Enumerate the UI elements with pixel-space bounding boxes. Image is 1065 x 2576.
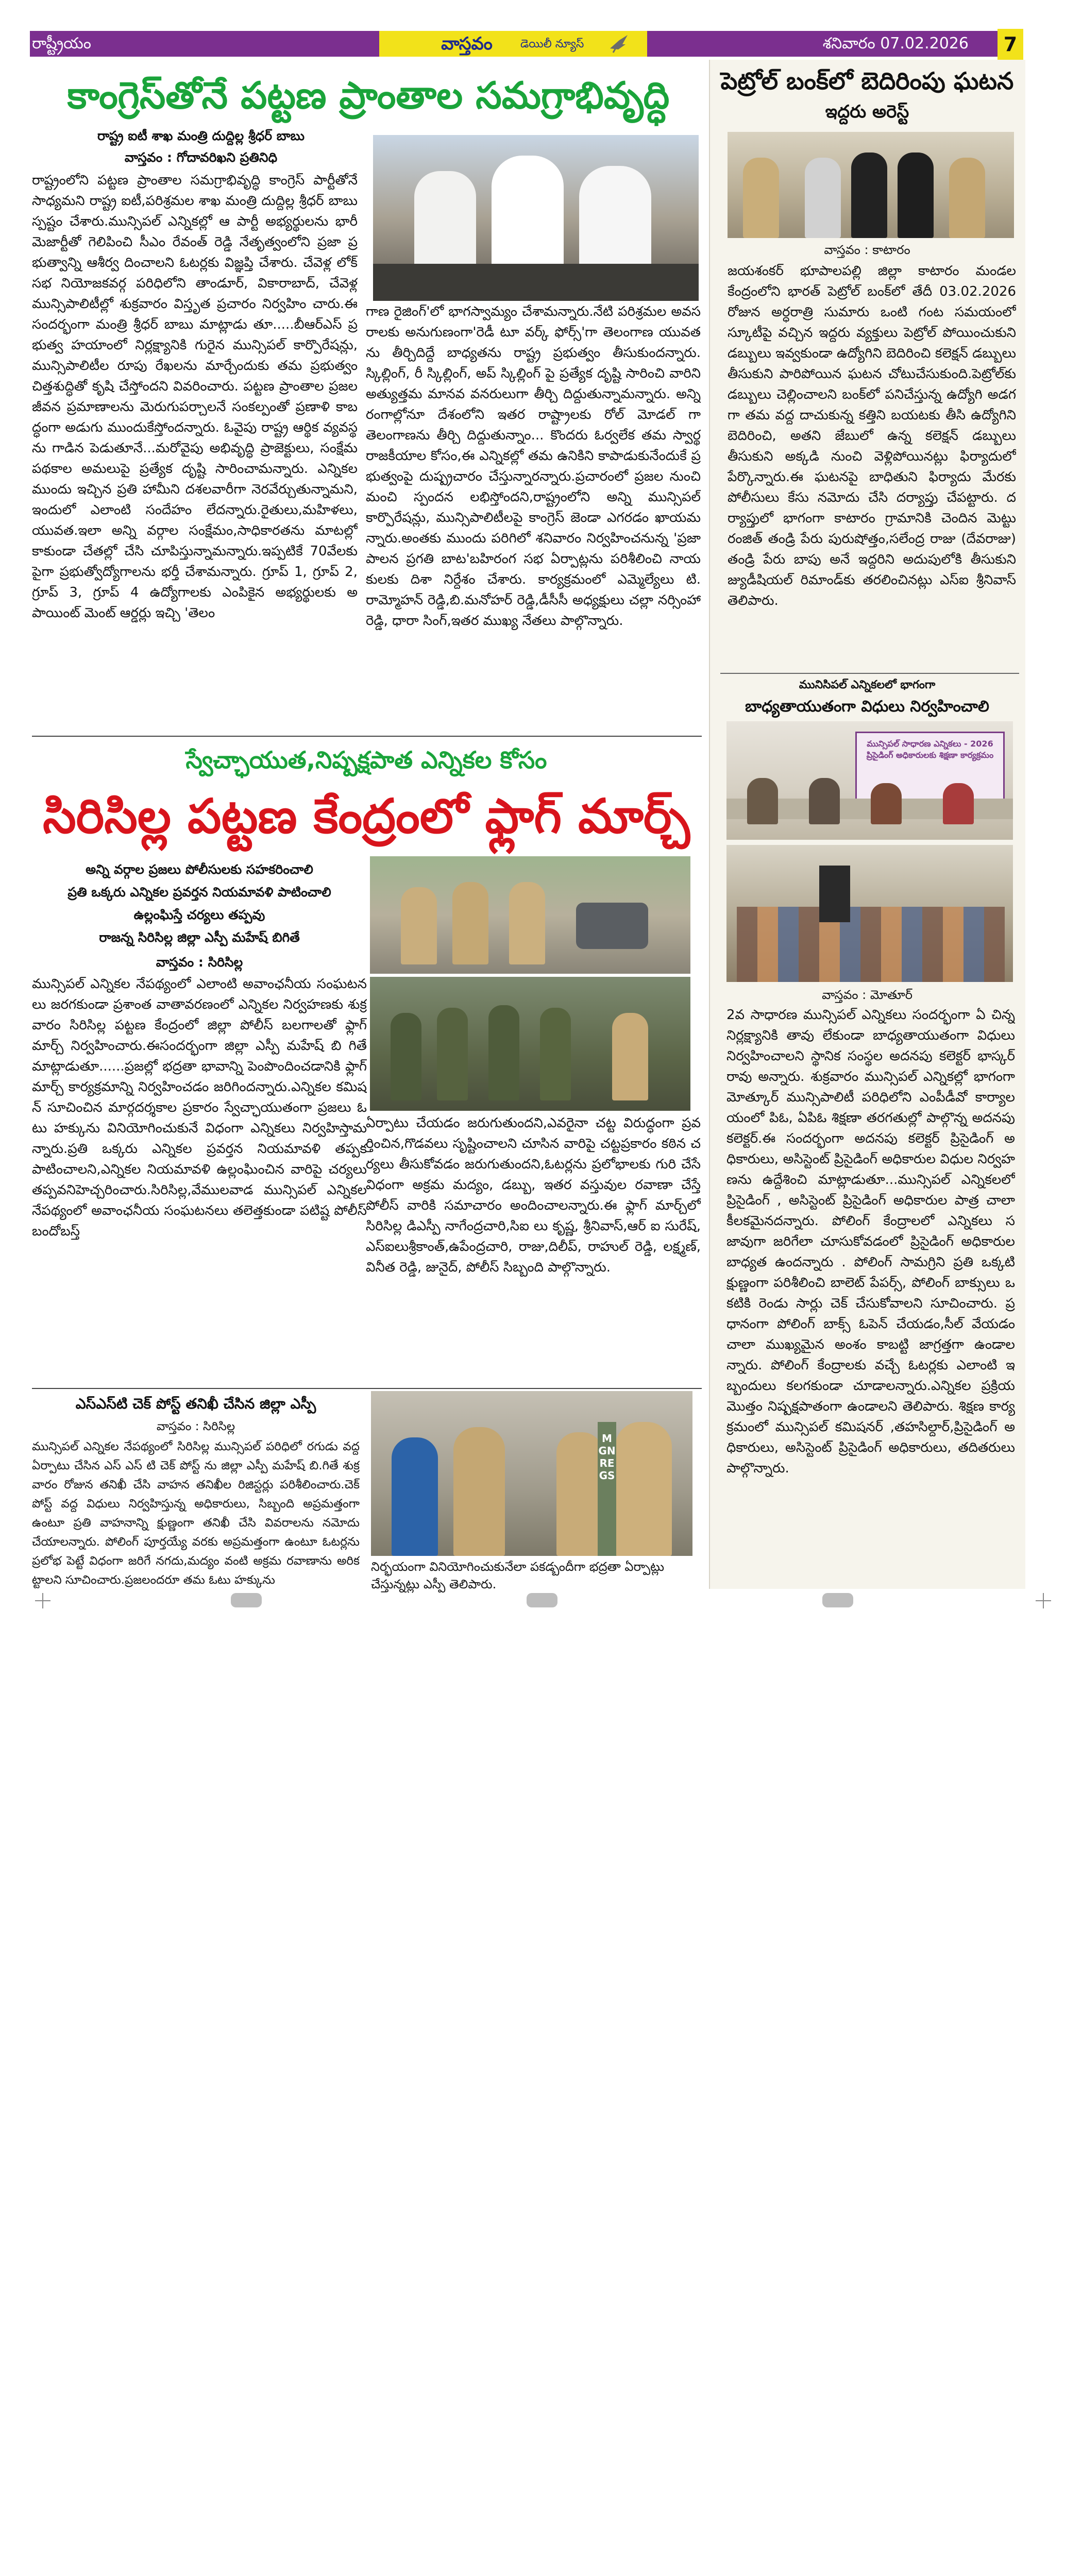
color-bar-3 xyxy=(665,1594,757,1607)
article2-col1: మున్సిపల్ ఎన్నికల నేపథ్యంలో ఎలాంటి అవాంఛనీయ సంఘటనలు జరగకుండా ప్రశాంత వాతావరణంలో ఎన్నికల నిర్వహణకు శుక్రవారం సిరిసిల్ల పట్టణ కేంద్రంలో జిల్లా పోలీస్ బలగాలతో ఫ్లాగ్ మార్చ్ నిర్వహించారు.ఈసందర్భంగా జిల్లా ఎస్పీ మహేష్ బి గితే మాట్లాడుతూ......ప్రజల్లో భద్రతా భావాన్ని పెంపొందించడానికి ఫ్లాగ్ మార్చ్ కార్యక్రమాన్ని నిర్వహించడం జరిగిందన్నారు.ఎన్నికల కమిషన్ సూచించిన మార్గదర్శకాల ప్రకారం స్వేచ్ఛాయుతంగా ప్రజలు ఓటు హక్కును వినియోగించుకునే విధంగా ఎన్నికలు నిర్వహిస్తామన్నారు.ప్రతి ఒక్కరు ఎన్నికల ప్రవర్తన నియమావళి తప్పక పాటించాలని,ఎన్నికల నియమావళి ఉల్లంఘించిన వారిపై చర్యలు తప్పవనిహెచ్చరించారు.సిరిసిల్ల,వేములవాడ మున్సిపల్ ఎన్నికల నేపథ్యంలో అవాంఛనీయ సంఘటనలు తలెత్తకుండా పటిష్ట పోలీస్ బందోబస్త్ xyxy=(32,976,367,1239)
page-number: 7 xyxy=(1003,33,1018,56)
registration-mark-left xyxy=(35,1593,50,1608)
article4-headline: పెట్రోల్ బంక్‌లో బెదిరింపు ఘటన xyxy=(720,67,1014,95)
issue-date: శనివారం 07.02.2026 xyxy=(822,35,969,53)
article1-photo xyxy=(373,135,699,301)
article5-kicker: మునిసిపల్ ఎన్నికలలో భాగంగా xyxy=(799,679,936,691)
article1-col1: రాష్ట్రంలోని పట్టణ ప్రాంతాల సమగ్రాభివృద్ధి కాంగ్రెస్ పార్టీతోనే సాధ్యమని రాష్ట్ర ఐటీ,పరిశ్రమల శాఖ మంత్రి దుద్దిల్ల శ్రీధర్ బాబు స్పష్టం చేశారు.మున్సిపల్ ఎన్నికల్లో ఆ పార్టీ అభ్యర్థులను భారీ మెజార్టీతో గెలిపించి సీఎం రేవంత్ రెడ్డి నేతృత్వంలోని ప్రజా ప్రభుత్వాన్ని ఆశీర్వ దించాలని ఓటర్లకు విజ్ఞప్తి చేశారు. చేవెళ్ల లోక్ సభ నియోజకవర్గ పరిధిలోని తాండూర్, వికారాబాద్, చేవెళ్ల మున్సిపాలిటీల్లో శుక్రవారం విస్తృత ప్రచారం నిర్వహిం చారు.ఈ సందర్భంగా మంత్రి శ్రీధర్ బాబు మాట్లాడు తూ.....బీఆర్ఎస్ ప్రభుత్వ హయాంలో నిర్లక్ష్యానికి గురైన మున్సిపల్ కార్పొరేషన్లు, మున్సిపాలిటీల రూపు రేఖలను మార్చేందుకు తమ ప్రభుత్వం చిత్తశుద్ధితో కృషి చేస్తోందని వివరించారు. పట్టణ ప్రాంతాల ప్రజల జీవన ప్రమాణాలను మెరుగుపర్చాలనే సంకల్పంతో ప్రణాళి కాబద్ధంగా అడుగు ముందుకేస్తోందన్నారు. ఓవైపు రాష్ట్ర ఆర్థిక వ్యవస్థను గాడిన పెడుతూనే...మరోవైపు అభివృద్ధి ప్రాజెక్టులు, సంక్షేమ పథకాల అమలుపై ప్రత్యేక దృష్టి సారించామన్నారు. ఎన్నికల ముందు ఇచ్చిన ప్రతి హామీని దశలవారీగా నెరవేర్చుతున్నామని,ఇందులో ఎలాంటి సందేహం లేదన్నారు.రైతులు,మహిళలు,యువత.ఇలా అన్ని వర్గాల సంక్షేమం,సాధికారతను మాటల్లో కాకుండా చేతల్లో చేసి చూపిస్తున్నామన్నారు.ఇప్పటికే 70వేలకు పైగా ప్రభుత్వోద్యోగాలను భర్తీ చేశామన్నారు. గ్రూప్ 1, గ్రూప్ 2, గ్రూప్ 3, గ్రూప్ 4 ఉద్యోగాలకు ఎంపికైన అభ్యర్థులకు అపాయింట్ మెంట్ ఆర్డర్లు ఇచ్చి 'తెలం xyxy=(32,173,358,621)
color-gray-blob-1 xyxy=(231,1593,262,1607)
article3-caption: నిర్భయంగా వినియోగించుకునేలా పకడ్బందీగా భద్రతా ఏర్పాట్లు చేస్తున్నట్లు ఎస్పీ తెలిపారు. xyxy=(371,1560,665,1591)
article2-sub4: రాజన్న సిరిసిల్ల జిల్లా ఎస్పీ మహేష్ బిగితే xyxy=(99,930,300,945)
article1-headline: కాంగ్రెస్‌తోనే పట్టణ ప్రాంతాల సమగ్రాభివృద్ధి xyxy=(67,74,670,117)
color-gray-blob-3 xyxy=(822,1593,853,1607)
article2-sub1: అన్ని వర్గాల ప్రజలు పోలీసులకు సహకరించాలి xyxy=(86,862,313,877)
color-bar-2 xyxy=(353,1594,446,1607)
article4-body: జయశంకర్ భూపాలపల్లి జిల్లా కాటారం మండల కేంద్రంలోని భారత్ పెట్రోల్ బంక్‌లో తేదీ 03.02.2026 రోజున అర్ధరాత్రి సుమారు ఒంటి గంట సమయంలో స్కూటీపై వచ్చిన ఇద్దరు వ్యక్తులు పెట్రోల్ పోయించుకుని డబ్బులు ఇవ్వకుండా ఉద్యోగిని బెదిరించి కలెక్షన్ డబ్బులు తీసుకుని పారిపోయిన ఘటన చోటుచేసుకుంది.పెట్రోల్‌కు డబ్బులు చెల్లించాలని బంక్‌లో పనిచేస్తున్న ఉద్యోగి అడగగా తమ వద్ద దాచుకున్న కత్తిని బయటకు తీసి ఉద్యోగిని బెదిరించి, అతని జేబులో ఉన్న కలెక్షన్ డబ్బులు తీసుకుని అక్కడి నుంచి వెళ్లిపోయినట్లు ఫిర్యాదులో పేర్కొన్నారు.ఈ ఘటనపై బాధితుని ఫిర్యాదు మేరకు పోలీసులు కేసు నమోదు చేసి దర్యాప్తు చేపట్టారు. దర్యాప్తులో భాగంగా కాటారం గ్రామానికి చెందిన మెట్టు రంజిత్ తండ్రి పేరు పురుషోత్తం,సలేంద్ర రాజు (దేవరాజు) తండ్రి పేరు బాపు అనే ఇద్దరిని అదుపులోకి తీసుకుని జ్యుడీషియల్ రిమాండ్‌కు తరలించినట్లు ఎస్ఐ శ్రీనివాస్ తెలిపారు. xyxy=(728,263,1016,608)
article3-dateline: వాస్తవం : సిరిసిల్ల xyxy=(156,1420,235,1433)
article2-col2: ఏర్పాటు చేయడం జరుగుతుందని,ఎవరైనా చట్ట విరుద్ధంగా ప్రవర్తించిన,గొడవలు సృష్టించాలని చూసిన వారిపై చట్టప్రకారం కఠిన చర్యలు తీసుకోవడం జరుగుతుందని,ఓటర్లను ప్రలోభాలకు గురి చేసే విధంగా అక్రమ మద్యం, డబ్బు, ఇతర వస్తువుల రవాణా చేస్తే పోలీస్ వారికి సమాచారం అందించాలన్నారు.ఈ ఫ్లాగ్ మార్చ్‌లో సిరిసిల్ల డిఎస్పీ నాగేంద్రచారి,సిఐ లు కృష్ణ, శ్రీనివాస్,ఆర్ ఐ సురేష్,ఎస్ఐలుశ్రీకాంత్,ఉపేంద్రచారి, రాజు,దిలీప్, రాహుల్ రెడ్డి, లక్ష్మణ్, వినీత రెడ్డి, జునైద్, పోలీస్ సిబ్బంది పాల్గొన్నారు. xyxy=(366,1115,701,1275)
training-banner: మున్సిపల్ సాధారణ ఎన్నికలు - 2026 ప్రిసైడింగ్ అధికారులకు శిక్షణా కార్యక్రమం xyxy=(855,732,1005,804)
article2-dateline: వాస్తవం : సిరిసిల్ల xyxy=(156,955,243,970)
article3-photo xyxy=(371,1391,692,1556)
divider-2 xyxy=(32,1388,702,1389)
article5-headline: బాధ్యతాయుతంగా విధులు నిర్వహించాలి xyxy=(745,698,989,716)
article2-sub3: ఉల్లంఘిస్తే చర్యలు తప్పవు xyxy=(133,907,265,922)
masthead-sub: డెయిలీ న్యూస్ xyxy=(520,38,584,50)
registration-mark-right xyxy=(1036,1593,1051,1608)
article2-headline: సిరిసిల్ల పట్టణ కేంద్రంలో ఫ్లాగ్ మార్చ్ xyxy=(43,789,690,844)
masthead-title: వాస్తవం xyxy=(441,33,493,54)
article5-body: 2వ సాధారణ మున్సిపల్ ఎన్నికలు సందర్భంగా ఏ చిన్న నిర్లక్ష్యానికి తావు లేకుండా బాధ్యతాయుతంగా విధులు నిర్వహించాలని స్థానిక సంస్థల అదనపు కలెక్టర్ భాస్కర్ రావు అన్నారు. శుక్రవారం మున్సిపల్ ఎన్నికల్లో భాగంగా మోత్కూర్ మున్సిపాలిటీ పరిధిలోని ఎంపీడీవో కార్యాలయంలో పిఓ, ఏపిఓ శిక్షణా తరగతుల్లో పాల్గొన్న అదనపు కలెక్టర్.ఈ సందర్భంగా అదనపు కలెక్టర్ ప్రిసైడింగ్ అధికారులు, అసిస్టెంట్ ప్రిసైడింగ్ అధికారుల విధుల నిర్వహణను ఉద్దేశించి మాట్లాడుతూ...మున్సిపల్ ఎన్నికలలో ప్రిసైడింగ్ , అసిస్టెంట్ ప్రిసైడింగ్ అధికారుల పాత్ర చాలా కీలకమైనదన్నారు. పోలింగ్ కేంద్రాలలో ఎన్నికలు సజావుగా జరిగేలా చూసుకోవడంలో ప్రిసైడింగ్ అధికారుల బాధ్యత ఉందన్నారు . పోలింగ్ సామగ్రిని ప్రతి ఒక్కటి క్షుణ్ణంగా పరిశీలించి బాలెట్ పేపర్స్, పోలింగ్ బాక్సులు ఒకటికి రెండు సార్లు చెక్ చేసుకోవాలని సూచించారు. ప్రధానంగా పోలింగ్ బాక్స్ ఓపెన్ చేయడం,సీల్ వేయడం చాలా ముఖ్యమైన అంశం కాబట్టి జాగ్రత్తగా ఉండాలన్నారు. పోలింగ్ కేంద్రాలకు వచ్చే ఓటర్లకు ఎలాంటి ఇబ్బందులు కలగకుండా చూడాలన్నారు.ఎన్నికల ప్రక్రియ మొత్తం నిష్పక్షపాతంగా ఉండాలని తెలిపారు. శిక్షణ కార్యక్రమంలో మున్సిపల్ కమిషనర్ ,తహసిల్దార్,ప్రిసైడింగ్ అధికారులు, అసిస్టెంట్ ప్రిసైడింగ్ అధికారులు, తదితరులు పాల్గొన్నారు. xyxy=(726,1007,1015,1476)
article1-byline: రాష్ట్ర ఐటీ శాఖ మంత్రి దుద్దిల్ల శ్రీధర్ బాబు xyxy=(97,128,305,143)
article2-sub2: ప్రతి ఒక్కరు ఎన్నికల ప్రవర్తన నియమావళి పాటించాలి xyxy=(67,885,331,900)
color-gray-blob-2 xyxy=(527,1593,557,1607)
masthead-bird-icon xyxy=(608,33,630,55)
article4-subhead: ఇద్దరు అరెస్ట్ xyxy=(825,101,909,122)
article1-dateline: వాస్తవం : గోదావరిఖని ప్రతినిధి xyxy=(124,150,278,165)
sidebar-divider xyxy=(720,673,1019,674)
article5-photo-top xyxy=(726,721,1013,840)
divider-1 xyxy=(32,736,702,737)
article5-photo-bottom xyxy=(726,845,1013,982)
article4-dateline: వాస్తవం : కాటారం xyxy=(824,243,910,257)
article5-dateline: వాస్తవం : మోతూర్ xyxy=(822,988,912,1002)
article3-body: మున్సిపల్ ఎన్నికల నేపథ్యంలో సిరిసిల్ల మున్సిపల్ పరిధిలో రగుడు వద్ద ఏర్పాటు చేసిన ఎస్ ఎస్ టి చెక్ పోస్ట్ ను జిల్లా ఎస్పీ మహేష్ బి.గితే శుక్రవారం రోజున తనిఖీ చేసి వాహన తనిఖీల రిజిస్టర్లు పరిశీలించారు.చెక్ పోస్ట్ వద్ద విధులు నిర్వహిస్తున్న అధికారులు, సిబ్బంది అప్రమత్తంగా ఉంటూ ప్రతి వాహనాన్ని క్షుణ్ణంగా తనిఖీ చేసి వివరాలను నమోదు చేయాలన్నారు. పోలింగ్ పూర్తయ్యే వరకు అప్రమత్తంగా ఉంటూ ఓటర్లను ప్రలోభ పెట్టే విధంగా జరిగే నగదు,మద్యం వంటి అక్రమ రవాణాను అరికట్టాలని సూచించారు.ప్రజలందరూ తమ ఓటు హక్కును xyxy=(32,1440,360,1587)
mgnregs-sign: MGNREGS xyxy=(598,1422,616,1556)
article4-photo xyxy=(728,132,1014,238)
article2-kicker: స్వేచ్ఛాయుత,నిష్పక్షపాత ఎన్నికల కోసం xyxy=(185,746,547,774)
color-bar-1 xyxy=(87,1594,179,1607)
article2-photo-bottom xyxy=(370,977,690,1111)
article1-col2: గాణ రైజింగ్'లో భాగస్వామ్యం చేశామన్నారు.నేటి పరిశ్రమల అవసరాలకు అనుగుణంగా'రెడీ టూ వర్క్ ఫోర్స్'గా తెలంగాణ యువతను తీర్చిదిద్దే బాధ్యతను రాష్ట్ర ప్రభుత్వం తీసుకుందన్నారు. స్కిల్లింగ్, రీ స్కిల్లింగ్, అప్ స్కిల్లింగ్ పై ప్రత్యేక దృష్టి సారించి వారిని అత్యుత్తమ మానవ వనరులుగా తీర్చి దిద్దుతున్నామన్నారు. అన్ని రంగాల్లోనూ దేశంలోని ఇతర రాష్ట్రాలకు రోల్ మోడల్ గా తెలంగాణను తీర్చి దిద్దుతున్నాం... కొందరు ఓర్వలేక తమ స్వార్థ రాజకీయాల కోసం,ఈ ఎన్నికల్లో తమ ఉనికిని కాపాడుకునేందుకే ప్రభుత్వంపై దుష్ప్రచారం చేస్తున్నారన్నారు.ప్రచారంలో ప్రజల నుంచి మంచి స్పందన లభిస్తోందని,రాష్ట్రంలోని అన్ని మున్సిపల్ కార్పొరేషన్లు, మున్సిపాలిటీలపై కాంగ్రెస్ జెండా ఎగరడం ఖాయమన్నారు.అంతకు ముందు పరిగిలో శనివారం నిర్వహించనున్న 'ప్రజా పాలన ప్రగతి బాట'బహిరంగ సభ ఏర్పాట్లను పరిశీలించి నాయకులకు దిశా నిర్దేశం చేశారు. కార్యక్రమంలో ఎమ్మెల్యేలు టి.రామ్మోహన్ రెడ్డి,బి.మనోహర్ రెడ్డి,డీసీసీ అధ్యక్షులు చల్లా నర్సింహా రెడ్డి, ధారా సింగ్,ఇతర ముఖ్య నేతలు పాల్గొన్నారు. xyxy=(366,304,701,629)
article2-photo-top xyxy=(370,856,690,974)
section-label: రాష్ట్రీయం xyxy=(32,35,91,53)
article3-headline: ఎస్ఎస్‌టి చెక్ పోస్ట్ తనిఖీ చేసిన జిల్లా ఎస్పీ xyxy=(75,1395,316,1412)
color-bar-4 xyxy=(919,1594,1012,1607)
